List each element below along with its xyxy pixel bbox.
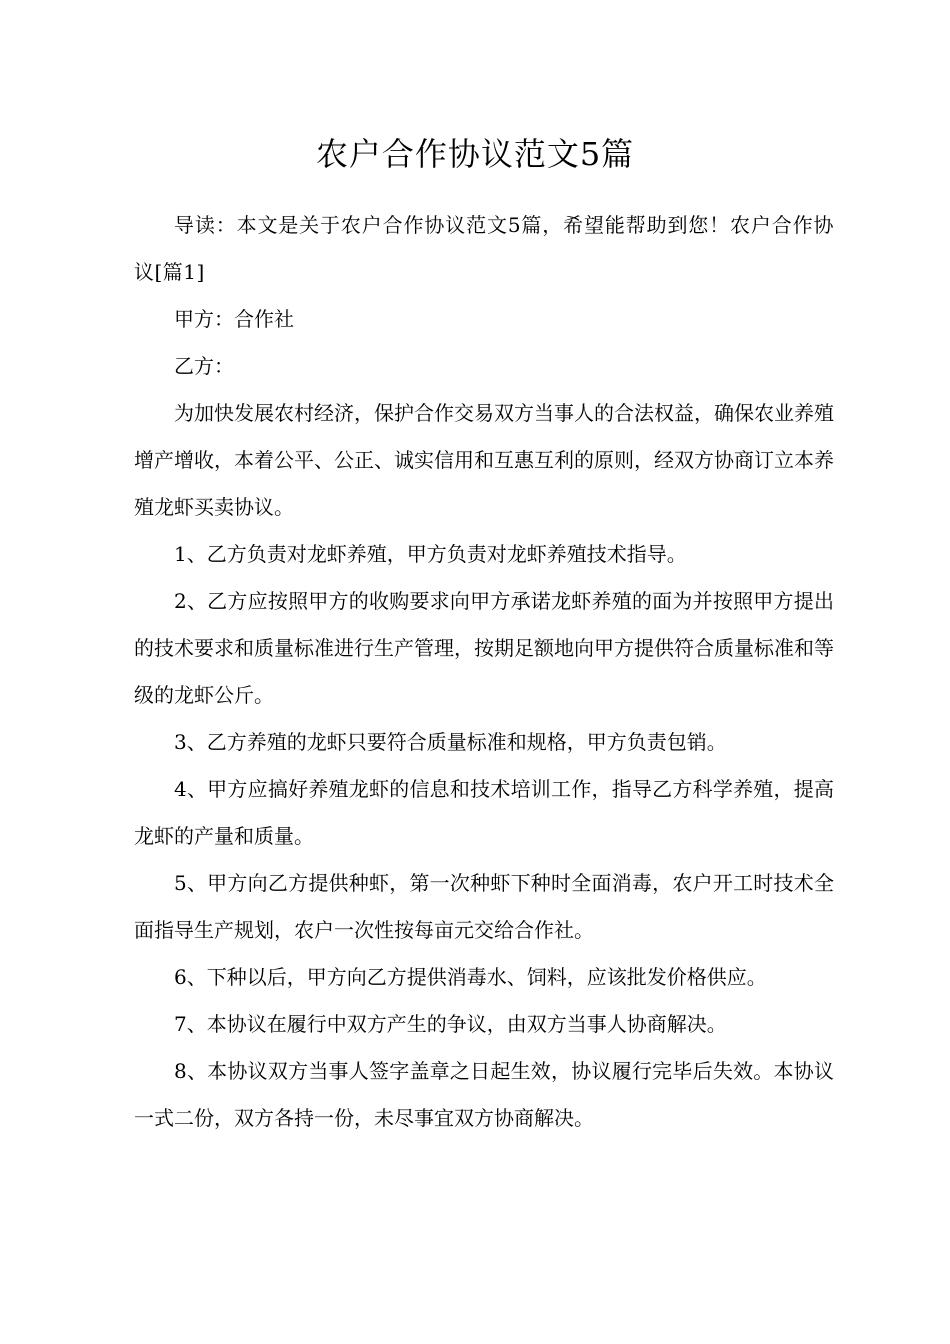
party-a-line: 甲方：合作社 [174,307,294,331]
clause-7: 7、本协议在履行中双方产生的争议，由双方当事人协商解决。 [174,1012,727,1036]
clause-1: 1、乙方负责对龙虾养殖，甲方负责对龙虾养殖技术指导。 [174,542,687,566]
clause-4: 4、甲方应搞好养殖龙虾的信息和技术培训工作，指导乙方科学养殖，提高龙虾的产量和质量。 [134,777,834,848]
clause-6: 6、下种以后，甲方向乙方提供消毒水、饲料，应该批发价格供应。 [174,965,767,989]
intro-paragraph: 导读：本文是关于农户合作协议范文5篇，希望能帮助到您！农户合作协议[篇1] [134,213,834,284]
document-title: 农户合作协议范文5篇 [315,135,635,173]
clause-2: 2、乙方应按照甲方的收购要求向甲方承诺龙虾养殖的面为并按照甲方提出的技术要求和质量标准进行生产管理，按期足额地向甲方提供符合质量标准和等级的龙虾公斤。 [134,589,834,707]
preamble-paragraph: 为加快发展农村经济，保护合作交易双方当事人的合法权益，确保农业养殖增产增收，本着公平、公正、诚实信用和互惠互利的原则，经双方协商订立本养殖龙虾买卖协议。 [134,401,834,519]
party-b-line: 乙方： [174,354,234,378]
clause-8: 8、本协议双方当事人签字盖章之日起生效，协议履行完毕后失效。本协议一式二份，双方各持一份，未尽事宜双方协商解决。 [134,1059,834,1130]
clause-5: 5、甲方向乙方提供种虾，第一次种虾下种时全面消毒，农户开工时技术全面指导生产规划，农户一次性按每亩元交给合作社。 [134,871,834,942]
document-body [134,202,834,1142]
clause-3: 3、乙方养殖的龙虾只要符合质量标准和规格，甲方负责包销。 [174,730,727,754]
